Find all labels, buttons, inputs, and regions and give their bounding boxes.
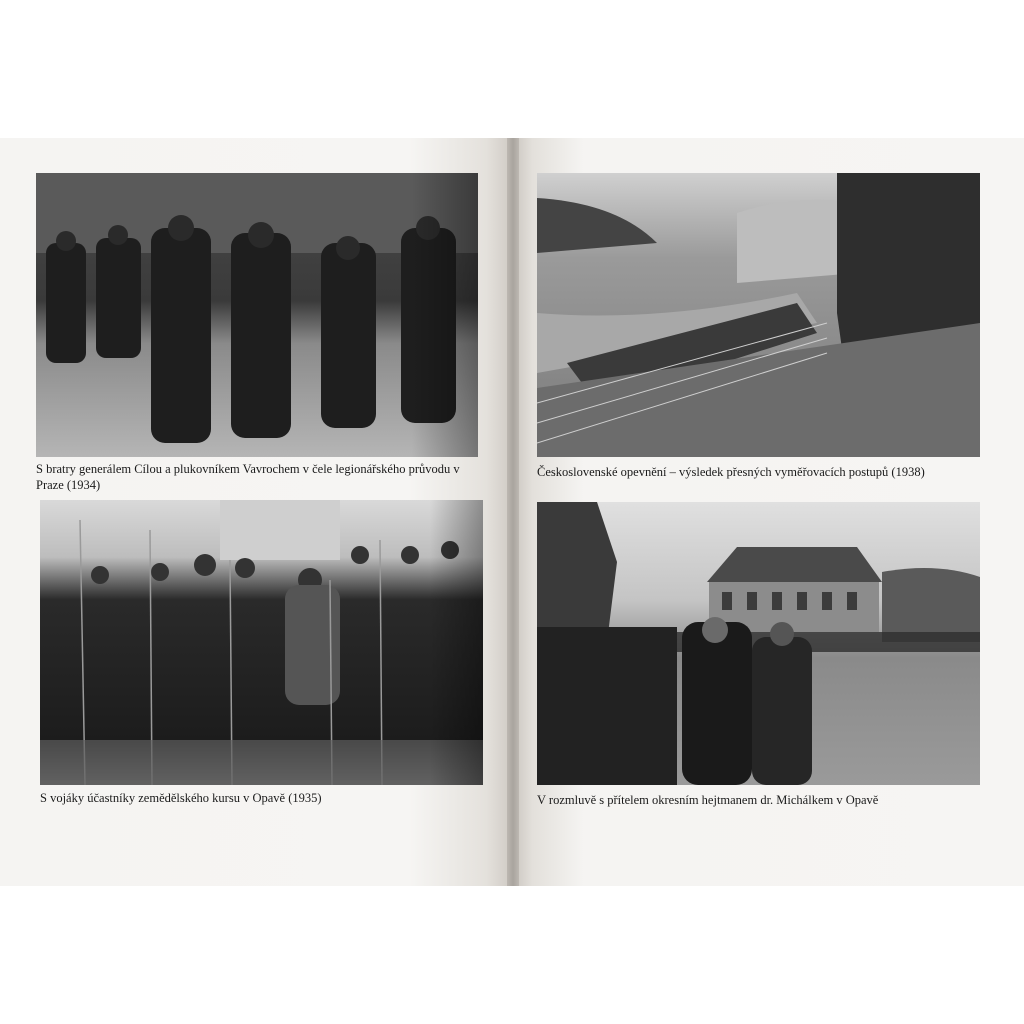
photo-fortification <box>537 173 980 457</box>
photo-conversation <box>537 502 980 785</box>
caption-legion-parade: S bratry generálem Cílou a plukovníkem Vavrochem v čele legionářského průvodu v Praze (1934) <box>36 462 460 492</box>
caption-agricultural-course: S vojáky účastníky zemědělského kursu v Opavě (1935) <box>40 791 322 805</box>
caption-fortification: Československé opevnění – výsledek přesných vyměřovacích postupů (1938) <box>537 465 925 479</box>
photo-agricultural-course <box>40 500 483 785</box>
photo-legion-parade <box>36 173 478 457</box>
caption-conversation: V rozmluvě s přítelem okresním hejtmanem dr. Michálkem v Opavě <box>537 793 879 807</box>
book-gutter <box>507 138 519 886</box>
